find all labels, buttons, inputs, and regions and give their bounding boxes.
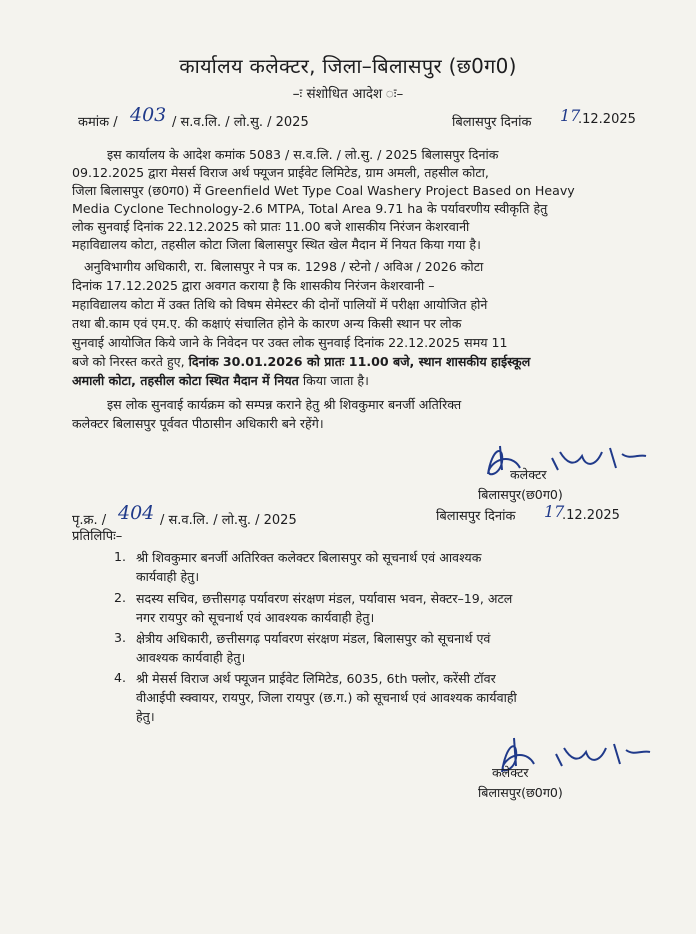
para2-bold-venue: अमाली कोटा, तहसील कोटा स्थित मैदान में नियत — [72, 373, 299, 388]
para2-line7 — [72, 372, 369, 389]
signature1-place: बिलासपुर(छ0ग0) — [478, 487, 563, 502]
recipient-4-number: 4. — [114, 670, 127, 685]
order-ref-prefix: कमांक / — [78, 115, 118, 130]
order-number-handwritten: 403 — [130, 104, 167, 126]
order-ref-suffix: / स.व.लि. / लो.सु. / 2025 — [172, 115, 309, 130]
recipient-3-line2: आवश्यक कार्यवाही हेतु। — [136, 650, 246, 665]
para1-line1: इस कार्यालय के आदेश कमांक 5083 / स.व.लि. / लो.सु. / 2025 बिलासपुर दिनांक — [107, 147, 499, 162]
para2-bold-hearing-date: दिनांक 30.01.2026 को प्रातः 11.00 बजे, स्थान शासकीय हाईस्कूल — [188, 354, 531, 369]
copy-date-rest: .12.2025 — [562, 508, 620, 523]
recipient-1-number: 1. — [114, 549, 127, 564]
copy-to-label: प्रतिलिपिः– — [72, 529, 123, 544]
collector-signature-1 — [470, 438, 660, 484]
order-date-rest: .12.2025 — [578, 112, 636, 127]
copy-date-day-handwritten: 17 — [544, 502, 565, 521]
copy-ref-prefix: पृ.क्र. / — [72, 513, 107, 528]
para2-line2: दिनांक 17.12.2025 द्वारा अवगत कराया है कि शासकीय निरंजन केशरवानी – — [72, 278, 435, 293]
signature2-designation: कलेक्टर — [492, 765, 529, 780]
recipient-2-line1: सदस्य सचिव, छत्तीसगढ़ पर्यावरण संरक्षण मंडल, पर्यावास भवन, सेक्टर–19, अटल — [136, 591, 513, 606]
copy-ref-suffix: / स.व.लि. / लो.सु. / 2025 — [160, 513, 297, 528]
order-subtitle: –ः संशोधित आदेश ः– — [292, 86, 404, 102]
recipient-4-line2: वीआईपी स्क्वायर, रायपुर, जिला रायपुर (छ.ग.) को सूचनार्थ एवं आवश्यक कार्यवाही — [136, 690, 517, 705]
para1-line4: Media Cyclone Technology-2.6 MTPA, Total Area 9.71 ha के पर्यावरणीय स्वीकृति हेतु — [72, 201, 548, 216]
copy-number-handwritten: 404 — [118, 502, 155, 524]
recipient-1-line1: श्री शिवकुमार बनर्जी अतिरिक्त कलेक्टर बिलासपुर को सूचनार्थ एवं आवश्यक — [136, 550, 482, 565]
recipient-2-number: 2. — [114, 590, 127, 605]
recipient-4-line1: श्री मेसर्स विराज अर्थ फ्यूजन प्राईवेट लिमिटेड, 6035, 6th फ्लोर, करेंसी टॉवर — [136, 671, 496, 686]
para2-line1: अनुविभागीय अधिकारी, रा. बिलासपुर ने पत्र क. 1298 / स्टेनो / अविअ / 2026 कोटा — [84, 259, 484, 274]
order-date-day-handwritten: 17 — [560, 106, 581, 125]
para1-line5: लोक सुनवाई दिनांक 22.12.2025 को प्रातः 11.00 बजे शासकीय निरंजन केशरवानी — [72, 219, 470, 234]
para2-line5: सुनवाई आयोजित किये जाने के निवेदन पर उक्त लोक सुनवाई दिनांक 22.12.2025 समय 11 — [72, 335, 508, 350]
para2-line4: तथा बी.काम एवं एम.ए. की कक्षाएं संचालित होने के कारण अन्य किसी स्थान पर लोक — [72, 316, 462, 331]
recipient-1-line2: कार्यवाही हेतु। — [136, 569, 200, 584]
para2-end-text: किया जाता है। — [302, 373, 369, 388]
para1-line6: महाविद्यालय कोटा, तहसील कोटा जिला बिलासपुर स्थित खेल मैदान में नियत किया गया है। — [72, 237, 481, 252]
recipient-3-number: 3. — [114, 630, 127, 645]
para3-line1: इस लोक सुनवाई कार्यक्रम को सम्पन्न कराने हेतु श्री शिवकुमार बनर्जी अतिरिक्त — [107, 397, 462, 412]
recipient-3-line1: क्षेत्रीय अधिकारी, छत्तीसगढ़ पर्यावरण संरक्षण मंडल, बिलासपुर को सूचनार्थ एवं — [136, 631, 491, 646]
para2-line3: महाविद्यालय कोटा में उक्त तिथि को विषम सेमेस्टर की दोनों पालियों में परीक्षा आयोजित होने — [72, 297, 488, 312]
recipient-2-line2: नगर रायपुर को सूचनार्थ एवं आवश्यक कार्यवाही हेतु। — [136, 610, 375, 625]
signature2-place: बिलासपुर(छ0ग0) — [478, 785, 563, 800]
order-date-label: बिलासपुर दिनांक — [452, 115, 532, 130]
para1-line2: 09.12.2025 द्वारा मेसर्स विराज अर्थ फ्यूजन प्राईवेट लिमिटेड, ग्राम अमली, तहसील कोटा, — [72, 165, 489, 180]
para1-line3: जिला बिलासपुर (छ0ग0) में Greenfield Wet Type Coal Washery Project Based on Heavy — [72, 183, 575, 198]
recipient-4-line3: हेतु। — [136, 709, 155, 724]
copy-date-label: बिलासपुर दिनांक — [436, 509, 516, 524]
para2-line6 — [72, 353, 530, 370]
para3-line2: कलेक्टर बिलासपुर पूर्ववत पीठासीन अधिकारी बने रहेंगे। — [72, 416, 324, 431]
para2-line6-text: बजे को निरस्त करते हुए, — [72, 354, 185, 369]
office-title: कार्यालय कलेक्टर, जिला–बिलासपुर (छ0ग0) — [179, 54, 517, 78]
signature1-designation: कलेक्टर — [510, 467, 547, 482]
